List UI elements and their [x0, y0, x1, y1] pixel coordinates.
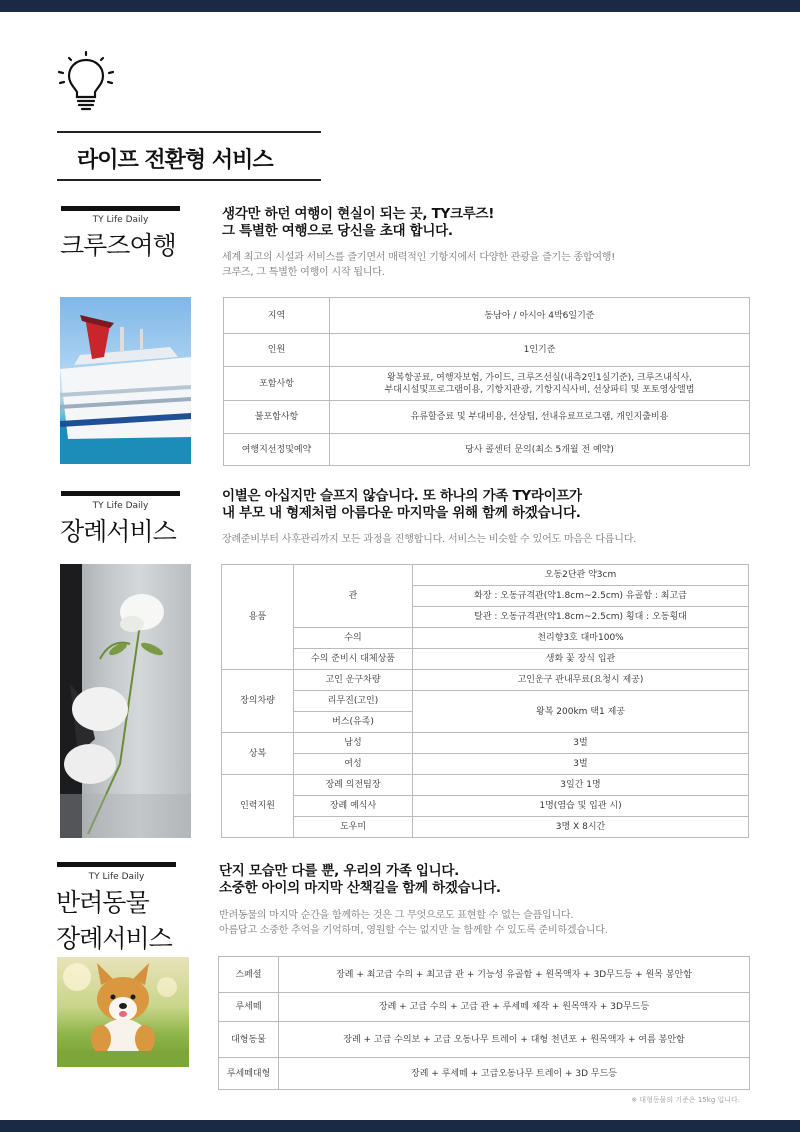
table-row — [224, 334, 750, 367]
table-row — [222, 796, 749, 817]
bottom-bar — [0, 1120, 800, 1132]
funeral-flower-photo — [60, 564, 191, 838]
table-cell: 왕복 200km 택1 제공 — [413, 691, 749, 733]
table-label: 버스(유족) — [294, 712, 413, 733]
table-row — [222, 565, 749, 586]
description-line: 장례준비부터 사후관리까지 모든 과정을 진행합니다. 서비스는 비슷할 수 있어도 마음은 다릅니다. — [222, 534, 637, 545]
table-cell: 3명 X 8시간 — [413, 817, 749, 838]
section-bar — [61, 491, 180, 496]
section-title-pet: 반려동물 — [56, 888, 149, 917]
table-cell: 장례 + 고급 수의보 + 고급 오동나무 트레이 + 대형 천년포 + 원목액자 + 여름 봉안함 — [279, 1022, 750, 1058]
table-cell: 생화 꽃 장식 입관 — [413, 649, 749, 670]
pet-table — [218, 956, 750, 1090]
top-bar — [0, 0, 800, 12]
table-cell: 동남아 / 아시아 4박6일기준 — [330, 298, 750, 334]
table-cell: 유류할증료 및 부대비용, 선상팁, 선내유료프로그램, 개인지출비용 — [330, 401, 750, 434]
funeral-table — [221, 564, 749, 838]
table-cell: 1인기준 — [330, 334, 750, 367]
table-label: 루세떼대형 — [219, 1058, 279, 1090]
lightbulb-icon — [56, 50, 116, 112]
table-row — [224, 434, 750, 466]
table-cell: 3벌 — [413, 754, 749, 775]
table-label: 스페셜 — [219, 957, 279, 993]
table-cell: 당사 콜센터 문의(최소 5개월 전 예약) — [330, 434, 750, 466]
table-row — [222, 775, 749, 796]
table-cell: 3벌 — [413, 733, 749, 754]
table-label: 여행지선정및예약 — [224, 434, 330, 466]
group-label: 인력지원 — [222, 775, 294, 838]
table-label: 남성 — [294, 733, 413, 754]
table-label: 여성 — [294, 754, 413, 775]
section-bar — [61, 206, 180, 211]
cell-line: 왕복항공료, 여행자보험, 가이드, 크루즈선실(내측2인1실기준), 크루즈내식사, — [386, 372, 693, 383]
table-label: 수의 — [294, 628, 413, 649]
funeral-headline — [222, 488, 582, 522]
corgi-dog-photo — [57, 957, 189, 1067]
headline-line: 이별은 아십지만 슬프지 않습니다. 또 하나의 가족 TY라이프가 — [222, 488, 582, 504]
group-label: 용품 — [222, 565, 294, 670]
section-title-funeral: 장례서비스 — [60, 517, 176, 546]
pet-headline — [219, 863, 501, 897]
headline-line: 내 부모 내 형제처럼 아름다운 마지막을 위해 함께 하겠습니다. — [222, 505, 581, 521]
cruise-ship-photo — [60, 297, 191, 464]
table-row — [224, 298, 750, 334]
description-line: 크루즈, 그 특별한 여행이 시작 됩니다. — [222, 267, 385, 278]
cell-line: 부대시설및프로그램이용, 기항지관광, 기항지식사비, 선상파티 및 포토영상앨범 — [384, 384, 695, 395]
brand-label: TY Life Daily — [92, 501, 149, 511]
table-cell: 장례 + 최고급 수의 + 최고급 관 + 기능성 유골함 + 원목액자 + 3D무드등 + 원목 봉안함 — [279, 957, 750, 993]
table-row — [224, 401, 750, 434]
group-label: 상복 — [222, 733, 294, 775]
table-label: 불포함사항 — [224, 401, 330, 434]
table-row — [219, 1058, 750, 1090]
table-row — [222, 691, 749, 712]
table-label: 수의 준비시 대체상품 — [294, 649, 413, 670]
table-row — [219, 1022, 750, 1058]
table-row — [224, 367, 750, 401]
table-cell: 천리향3호 대마100% — [413, 628, 749, 649]
table-row — [222, 628, 749, 649]
description-line: 아름답고 소중한 추억을 기억하며, 영원할 수는 없지만 늘 함께할 수 있도록 준비하겠습니다. — [219, 925, 608, 936]
cruise-table — [223, 297, 750, 466]
description-line: 반려동물의 마지막 순간을 함께하는 것은 그 무엇으로도 표현할 수 없는 슬픔입니다. — [219, 910, 574, 921]
table-cell: 고인운구 관내무료(요청시 제공) — [413, 670, 749, 691]
headline-line: 그 특별한 여행으로 당신을 초대 합니다. — [222, 223, 453, 239]
description-line: 세계 최고의 시설과 서비스를 즐기면서 매력적인 기항지에서 다양한 관광을 즐기는 종합여행! — [222, 252, 616, 263]
table-cell: 1명(염습 및 입관 시) — [413, 796, 749, 817]
section-title-pet: 장례서비스 — [56, 924, 172, 953]
footnote: ※ 대형동물의 기준은 15kg 입니다. — [631, 1096, 740, 1104]
cruise-headline — [222, 206, 494, 240]
table-row — [219, 957, 750, 993]
table-label: 대형동물 — [219, 1022, 279, 1058]
group-label: 장의차량 — [222, 670, 294, 733]
table-label: 장례 예식사 — [294, 796, 413, 817]
table-label: 루세떼 — [219, 993, 279, 1022]
pet-description — [219, 908, 608, 938]
table-label: 관 — [294, 565, 413, 628]
table-cell: 오동2단관 약3cm — [413, 565, 749, 586]
headline-line: 생각만 하던 여행이 현실이 되는 곳, TY크루즈! — [222, 206, 495, 222]
table-label: 지역 — [224, 298, 330, 334]
page-title-box — [57, 131, 321, 181]
table-cell: 장례 + 고급 수의 + 고급 관 + 루세떼 제작 + 원목액자 + 3D무드등 — [279, 993, 750, 1022]
table-row — [222, 754, 749, 775]
table-label: 고인 운구차량 — [294, 670, 413, 691]
table-cell: 탈관 : 오동규격관(약1.8cm~2.5cm) 횡대 : 오동횡대 — [413, 607, 749, 628]
table-label: 도우미 — [294, 817, 413, 838]
brand-label: TY Life Daily — [92, 215, 149, 225]
funeral-description — [222, 532, 636, 547]
table-label: 장례 의전팀장 — [294, 775, 413, 796]
table-row — [222, 817, 749, 838]
table-row — [222, 649, 749, 670]
brand-label: TY Life Daily — [88, 872, 145, 882]
table-label: 인원 — [224, 334, 330, 367]
table-label: 포함사항 — [224, 367, 330, 401]
section-bar — [57, 862, 176, 867]
section-title-cruise: 크루즈여행 — [60, 231, 176, 260]
table-cell: 3일간 1명 — [413, 775, 749, 796]
cruise-description — [222, 250, 615, 280]
table-cell — [330, 367, 750, 401]
table-cell: 화장 : 오동규격관(약1.8cm~2.5cm) 유골함 : 최고급 — [413, 586, 749, 607]
table-row — [222, 733, 749, 754]
table-label: 리무진(고인) — [294, 691, 413, 712]
table-cell: 장례 + 루세떼 + 고급오동나무 트레이 + 3D 무드등 — [279, 1058, 750, 1090]
table-row — [219, 993, 750, 1022]
headline-line: 소중한 아이의 마지막 산책길을 함께 하겠습니다. — [219, 880, 501, 896]
table-row — [222, 670, 749, 691]
headline-line: 단지 모습만 다를 뿐, 우리의 가족 입니다. — [219, 863, 459, 879]
page-title: 라이프 전환형 서비스 — [77, 148, 273, 173]
